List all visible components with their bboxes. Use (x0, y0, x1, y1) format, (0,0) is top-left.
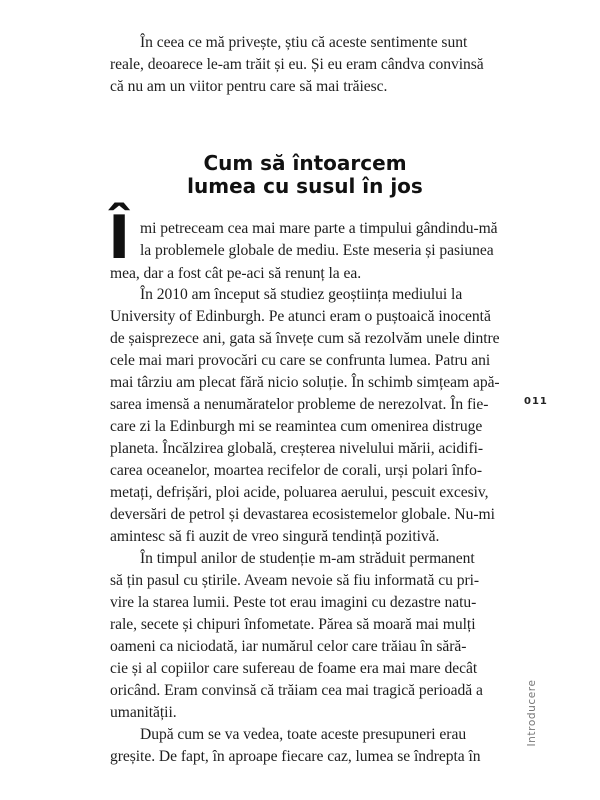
intro-line: că nu am un viitor pentru care să mai trăiesc. (110, 78, 388, 95)
intro-line: reale, deoarece le-am trăit și eu. Și eu eram cândva convinsă (110, 56, 484, 73)
body-line: În timpul anilor de studenție m-am străduit permanent (140, 550, 475, 567)
body-line: de șaisprezece ani, gata să învețe cum să rezolvăm unele dintre (110, 330, 500, 347)
body-line: cele mai mari provocări cu care se confrunta lumea. Patru ani (110, 352, 491, 369)
section-heading-line-2: lumea cu susul în jos (187, 174, 423, 198)
body-line: deversări de petrol și devastarea ecosistemelor globale. Nu-mi (110, 506, 495, 523)
body-line: mea, dar a fost cât pe-aci să renunț la ea. (110, 265, 362, 282)
body-line: sarea imensă a nenumăratelor probleme de nerezolvat. În fie- (110, 396, 489, 413)
drop-cap: Î (108, 203, 131, 273)
body-line: În 2010 am început să studiez geoștiința mediului la (140, 286, 463, 303)
body-line: vire la starea lumii. Peste tot erau imagini cu dezastre natu- (110, 594, 477, 611)
body-line: umanității. (110, 704, 177, 721)
body-line: După cum se va vedea, toate aceste presupuneri erau (140, 726, 467, 743)
body-line: mai târziu am plecat fără nicio soluție. În schimb simțeam apă- (110, 374, 500, 391)
body-line: metați, defrișări, ploi acide, poluarea aerului, pescuit excesiv, (110, 484, 489, 501)
body-line: să țin pasul cu știrile. Aveam nevoie să fiu informată cu pri- (110, 572, 480, 589)
body-line: la problemele globale de mediu. Este meseria și pasiunea (140, 242, 494, 259)
body-line: oricând. Eram convinsă că trăiam cea mai tragică perioadă a (110, 682, 483, 699)
body-line: rale, secete și chipuri înfometate. Părea să moară mai mulți (110, 616, 476, 633)
section-heading-line-1: Cum să întoarcem (203, 151, 407, 175)
body-line: carea oceanelor, moartea recifelor de corali, urși polari înfo- (110, 462, 482, 479)
page-number: 011 (524, 396, 548, 407)
running-section-label: Introducere (526, 679, 538, 747)
body-line: mi petreceam cea mai mare parte a timpului gândindu-mă (140, 220, 498, 237)
body-line: cie și al copiilor care sufereau de foame era mai mare decât (110, 660, 478, 677)
body-line: planeta. Încălzirea globală, creșterea nivelului mării, acidifi- (110, 440, 484, 457)
body-line: University of Edinburgh. Pe atunci eram o puștoaică inocentă (110, 308, 491, 325)
body-line: greșite. De fapt, în aproape fiecare caz, lumea se îndrepta în (110, 748, 481, 765)
body-line: oameni ca niciodată, iar numărul celor care trăiau în sără- (110, 638, 467, 655)
intro-line: În ceea ce mă privește, știu că aceste sentimente sunt (140, 34, 468, 51)
body-line: amintesc să fi auzit de vreo singură tendință pozitivă. (110, 528, 440, 545)
body-line: care zi la Edinburgh mi se reamintea cum omenirea distruge (110, 418, 483, 435)
